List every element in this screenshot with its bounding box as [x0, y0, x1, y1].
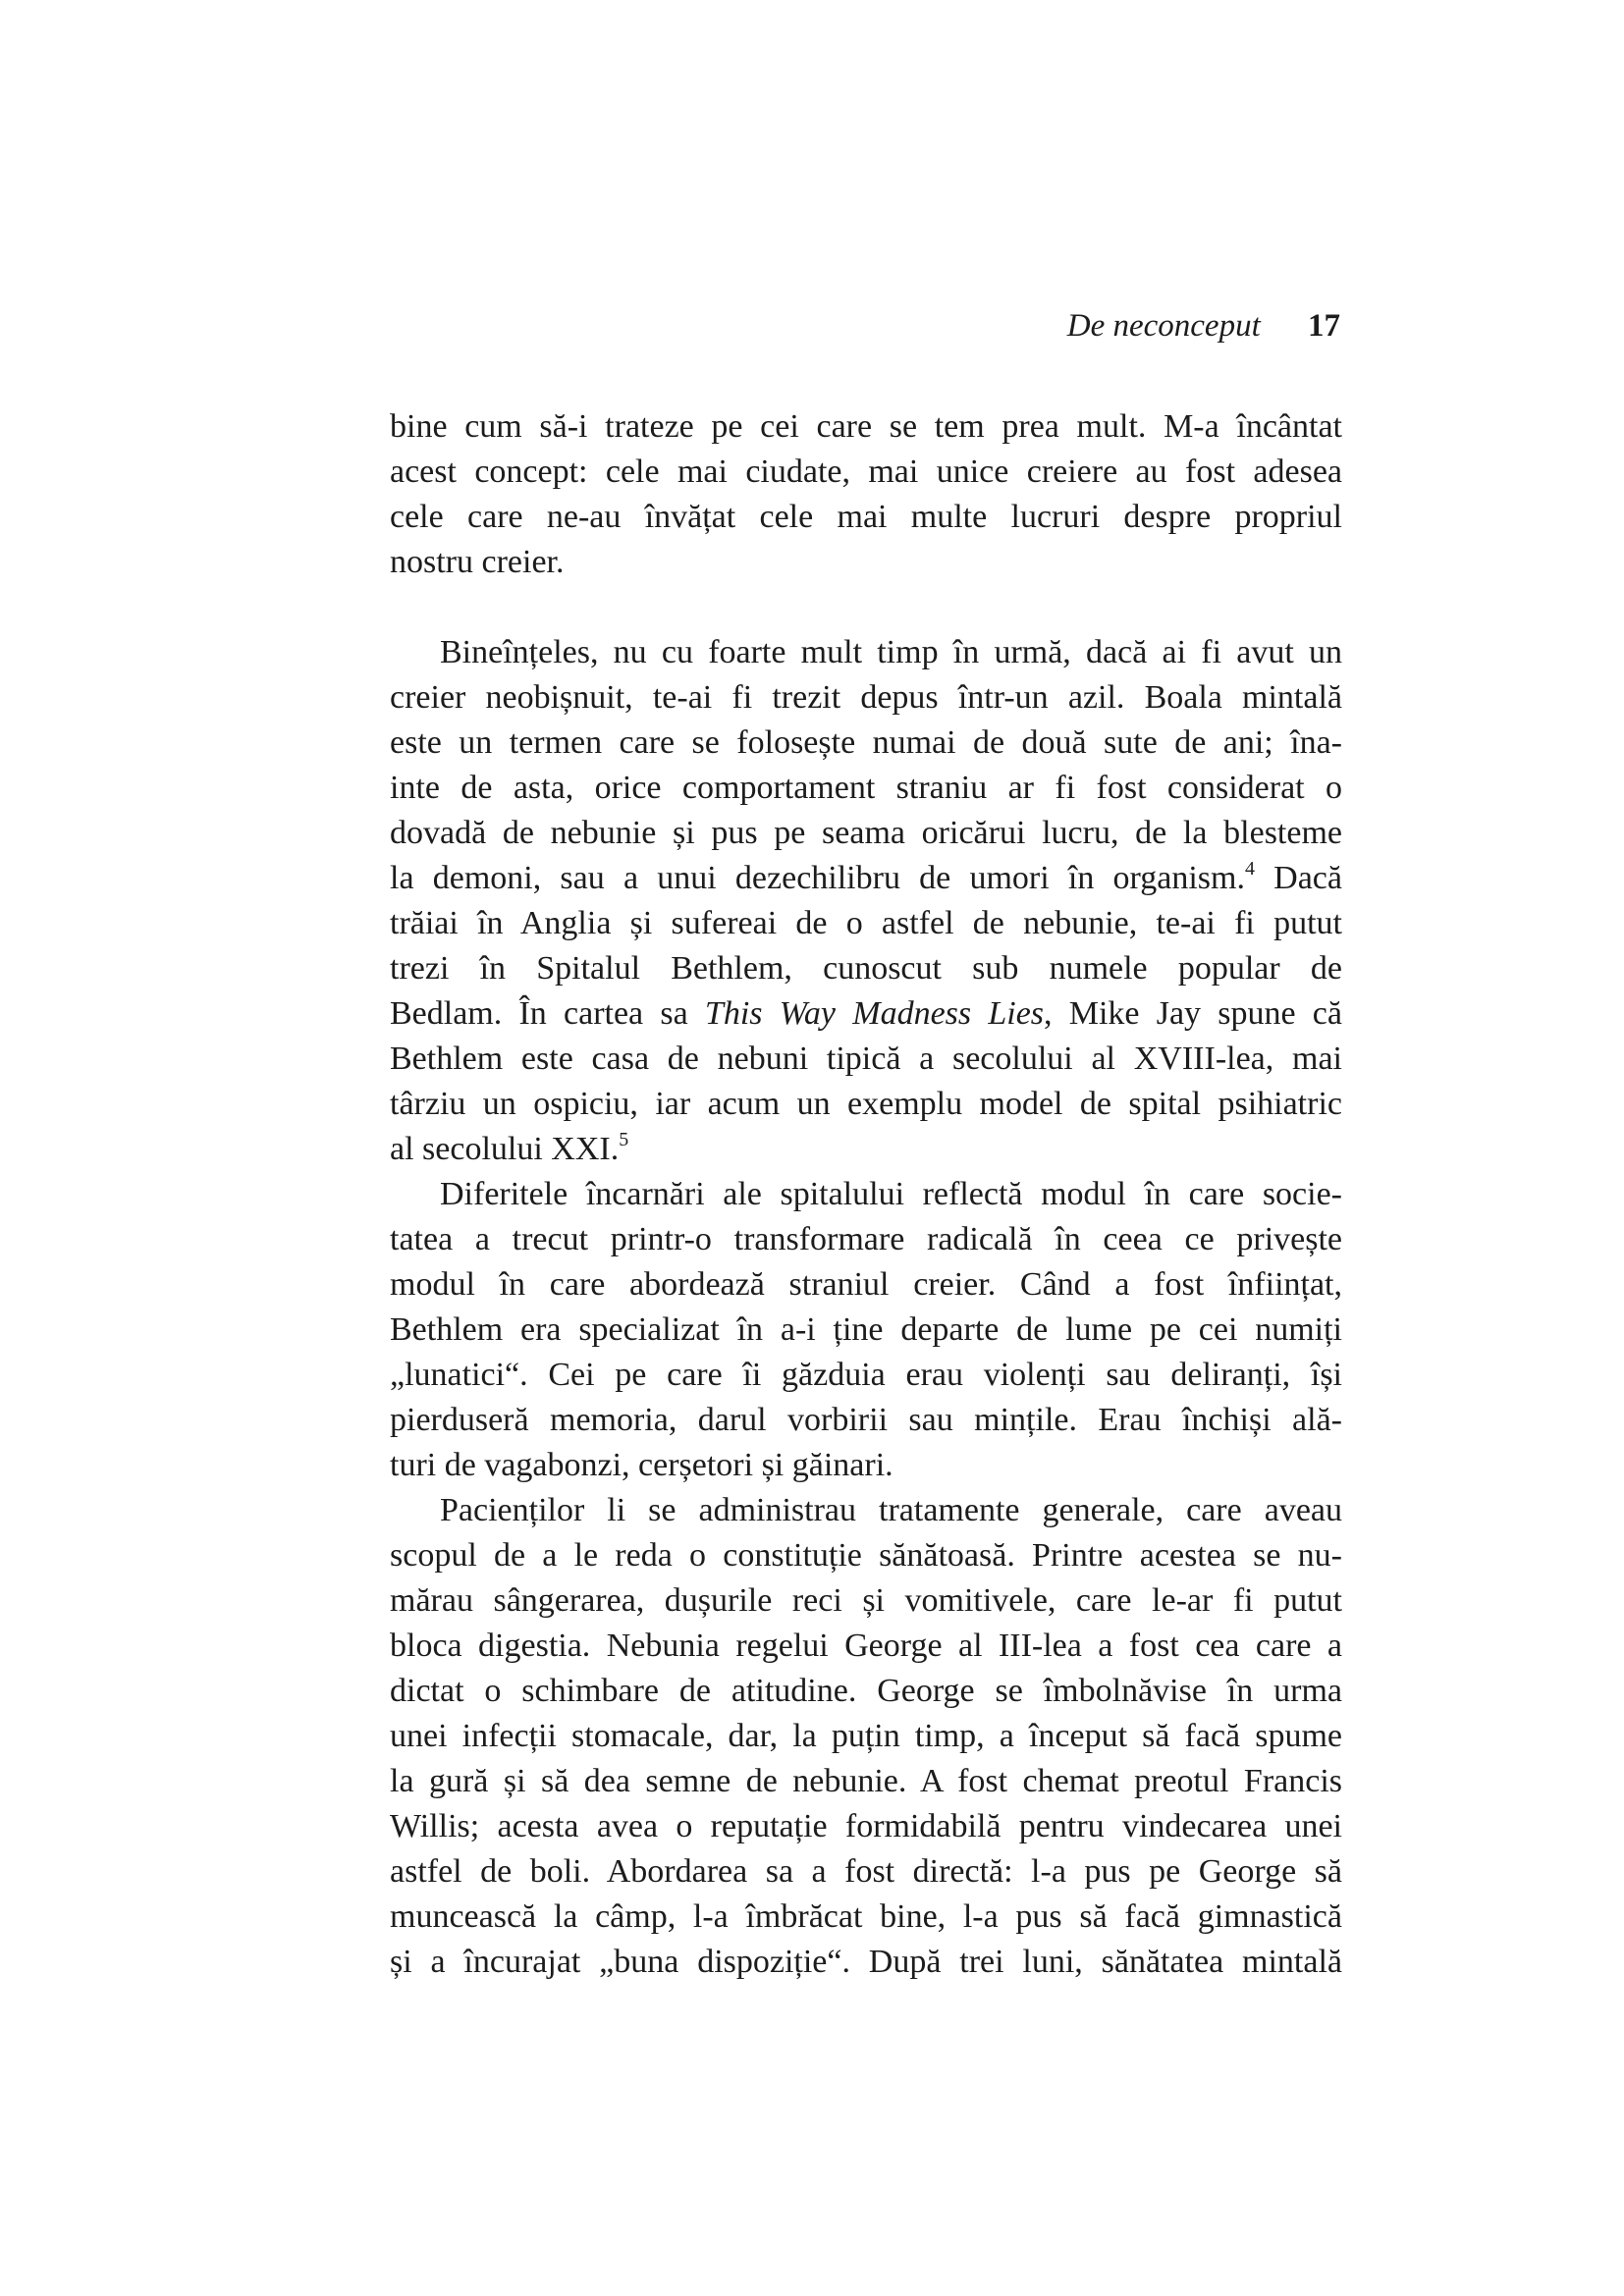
text-line: este un termen care se folosește numai de două sute de ani; îna- — [390, 724, 1342, 761]
text-line: cele care ne-au învățat cele mai multe lucruri despre propriul — [390, 499, 1342, 535]
paragraph — [390, 1488, 1342, 1985]
text-line: Bineînțeles, nu cu foarte mult timp în urmă, dacă ai fi avut un — [440, 634, 1342, 670]
text-line: Diferitele încarnări ale spitalului reflectă modul în care socie- — [440, 1176, 1342, 1212]
text-line: mărau sângerarea, dușurile reci și vomitivele, care le-ar fi putut — [390, 1582, 1342, 1619]
text-line: „lunatici“. Cei pe care îi găzduia erau violenți sau deliranți, își — [390, 1357, 1342, 1393]
text-line: creier neobișnuit, te-ai fi trezit depus într-un azil. Boala mintală — [390, 679, 1342, 716]
text-line: bloca digestia. Nebunia regelui George al III-lea a fost cea care a — [390, 1628, 1342, 1664]
text-line: al secolului XXI.$^5$ — [390, 1129, 629, 1167]
text-line: la demoni, sau a unui dezechilibru de umori în organism.$^4$ Dacă — [390, 858, 1342, 896]
running-head — [1067, 306, 1340, 346]
text-line: acest concept: cele mai ciudate, mai unice creiere au fost adesea — [390, 454, 1342, 490]
text-line: trăiai în Anglia și sufereai de o astfel de nebunie, te-ai fi putut — [390, 905, 1342, 941]
text-line: turi de vagabonzi, cerșetori și găinari. — [390, 1447, 893, 1483]
text-line: muncească la câmp, l-a îmbrăcat bine, l-a pus să facă gimnastică — [390, 1898, 1342, 1935]
text-line: inte de asta, orice comportament straniu ar fi fost considerat o — [390, 770, 1342, 806]
text-line: Bethlem este casa de nebuni tipică a secolului al XVIII-lea, mai — [390, 1041, 1342, 1077]
paragraph — [390, 404, 1342, 585]
text-line: astfel de boli. Abordarea sa a fost directă: l-a pus pe George să — [390, 1853, 1342, 1890]
text-line: Bedlam. În cartea sa This Way Madness Lies, Mike Jay spune că — [390, 995, 1342, 1032]
text-line: unei infecții stomacale, dar, la puțin timp, a început să facă spume — [390, 1718, 1342, 1754]
page-number: 17 — [1308, 308, 1340, 344]
text-line: trezi în Spitalul Bethlem, cunoscut sub numele popular de — [390, 950, 1342, 987]
running-head-title: De neconceput — [1066, 308, 1261, 344]
text-line: scopul de a le reda o constituție sănătoasă. Printre acestea se nu- — [390, 1537, 1342, 1574]
footnote-ref: 4 — [1244, 858, 1255, 880]
text-line: dictat o schimbare de atitudine. George se îmbolnăvise în urma — [390, 1673, 1342, 1709]
text-line: târziu un ospiciu, iar acum un exemplu model de spital psihiatric — [390, 1086, 1342, 1122]
text-line: și a încurajat „buna dispoziție“. După trei luni, sănătatea mintală — [390, 1944, 1342, 1980]
text-line: Pacienților li se administrau tratamente generale, care aveau — [440, 1492, 1342, 1528]
footnote-ref: 5 — [619, 1129, 629, 1150]
text-line: pierduseră memoria, darul vorbirii sau mințile. Erau închiși ală- — [390, 1402, 1342, 1438]
text-line: bine cum să-i trateze pe cei care se tem prea mult. M-a încântat — [390, 408, 1342, 445]
book-title: This Way Madness Lies — [704, 995, 1045, 1032]
text-line: la gură și să dea semne de nebunie. A fost chemat preotul Francis — [390, 1763, 1342, 1799]
paragraph — [390, 630, 1342, 1172]
text-line: dovadă de nebunie și pus pe seama oricărui lucru, de la blesteme — [390, 815, 1342, 851]
paragraph — [390, 1172, 1342, 1488]
text-line: tatea a trecut printr-o transformare radicală în ceea ce privește — [390, 1221, 1342, 1257]
text-line: modul în care abordează straniul creier. Când a fost înființat, — [390, 1266, 1342, 1303]
text-line: Willis; acesta avea o reputație formidabilă pentru vindecarea unei — [390, 1808, 1342, 1844]
text-line: Bethlem era specializat în a-i ține departe de lume pe cei numiți — [390, 1311, 1342, 1348]
text-line: nostru creier. — [390, 544, 565, 580]
body-text — [390, 404, 1342, 1985]
